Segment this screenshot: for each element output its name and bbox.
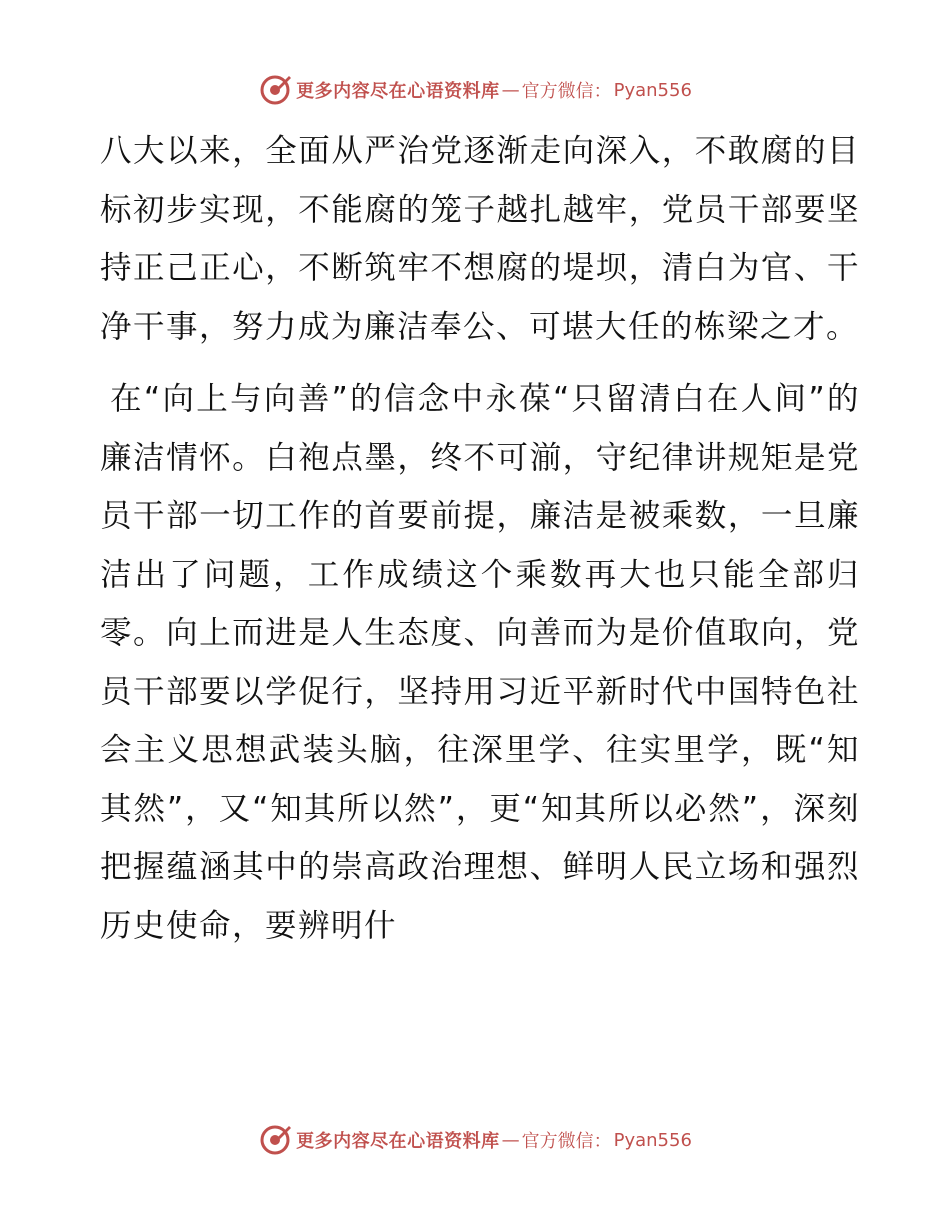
footer-wechat-label: 官方微信： xyxy=(521,1131,612,1152)
brush-logo-icon xyxy=(258,1123,292,1157)
header-separator: — xyxy=(501,79,520,101)
header-brand-text: 更多内容尽在心语资料库 xyxy=(296,81,500,102)
footer-wechat-id: Pyan556 xyxy=(613,1129,692,1151)
header-wechat-label: 官方微信： xyxy=(521,81,612,102)
brush-logo-icon xyxy=(258,73,292,107)
footer-banner xyxy=(0,1120,950,1160)
footer-separator: — xyxy=(501,1129,520,1151)
header-wechat-id: Pyan556 xyxy=(613,79,692,101)
footer-brand-text: 更多内容尽在心语资料库 xyxy=(296,1131,500,1152)
paragraph-1: 八大以来，全面从严治党逐渐走向深入，不敢腐的目标初步实现，不能腐的笼子越扎越牢，党员干部要坚持正己正心，不断筑牢不想腐的堤坝，清白为官、干净干事，努力成为廉洁奉公、可堪大任的栋梁之才。 xyxy=(100,133,860,345)
paragraph-2: 在“向上与向善”的信念中永葆“只留清白在人间”的廉洁情怀。白袍点墨，终不可湔，守纪律讲规矩是党员干部一切工作的首要前提，廉洁是被乘数，一旦廉洁出了问题，工作成绩这个乘数再大也只能全部归零。向上而进是人生态度、向善而为是价值取向，党员干部要以学促行，坚持用习近平新时代中国特色社会主义思想武装头脑，往深里学、往实里学，既“知其然”，又“知其所以然”，更“知其所以必然”，深刻把握蕴涵其中的崇高政治理想、鲜明人民立场和强烈历史使命，要辨明什 xyxy=(100,381,860,944)
header-banner xyxy=(0,70,950,110)
document-body xyxy=(100,122,860,955)
